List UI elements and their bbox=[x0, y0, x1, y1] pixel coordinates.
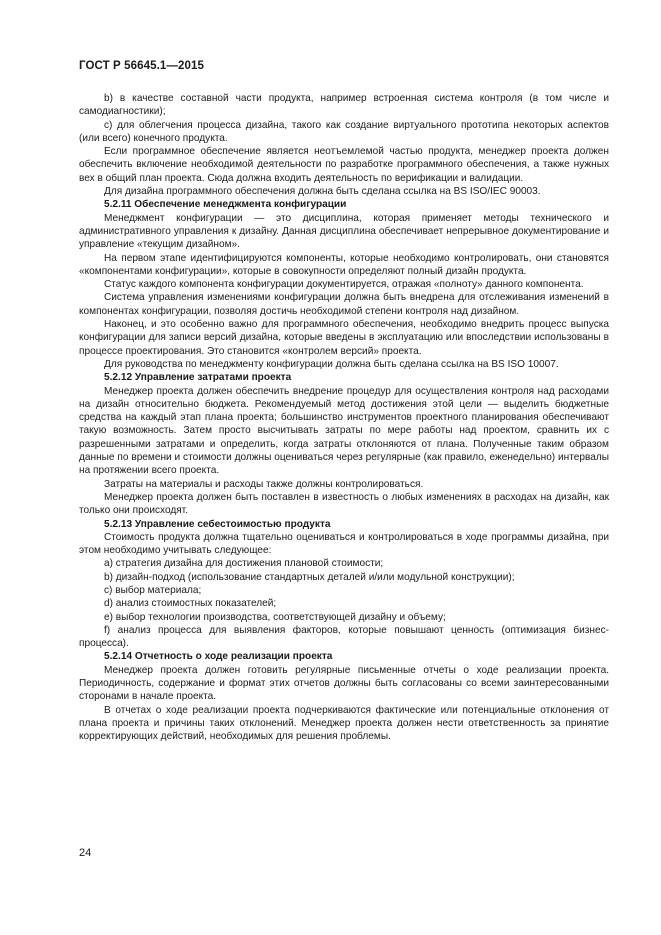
paragraph: Статус каждого компонента конфигурации документируется, отражая «полноту» данного компонента. bbox=[104, 279, 584, 291]
paragraph: Наконец, и это особенно важно для программного обеспечения, необходимо внедрить процесс выпуска конфигурации для записи версий дизайна, которые введены в эксплуатацию или впоследствии использованы в процессе проектирования. Это становится «контролем версий» проекта. bbox=[79, 319, 609, 357]
paragraph: Менеджмент конфигурации — это дисциплина, которая применяет методы технического и административного управления к дизайну. Данная дисциплина обеспечивает непрерывное документирование и управление «текущим дизайном». bbox=[79, 212, 609, 251]
paragraph: На первом этапе идентифицируются компоненты, которые необходимо контролировать, они становятся «компонентами конфигурации», которые в совокупности определяют полный дизайн продукта. bbox=[79, 252, 609, 277]
section-heading-5-2-14: 5.2.14 Отчетность о ходе реализации проекта bbox=[104, 651, 333, 663]
paragraph: Стоимость продукта должна тщательно оцениваться и контролироваться в ходе программы дизайна, при этом необходимо учитывать следующее: bbox=[79, 531, 609, 557]
paragraph: Менеджер проекта должен обеспечить внедрение процедур для осуществления контроля над расходами на дизайн относительно бюджета. Рекомендуемый метод достижения этой цели — выделить бюджетные средства на каждый этап плана проекта; большинство инструментов проектного планирования обеспечивают такую возможность. Затем просто высчитывать затраты по мере работы над проектом, сравнить их с разрешенными затратами и определить, когда затраты отклоняются от плана. Полученные таким образом данные по времени и стоимости должны оцениваться через регулярные (как правило, еженедельно) интервалы на протяжении всего проекта. bbox=[79, 385, 609, 477]
paragraph: с) для облегчения процесса дизайна, такого как создание виртуального прототипа некоторых аспектов (или всего) конечного продукта. bbox=[79, 119, 609, 144]
paragraph: Для руководства по менеджменту конфигурации должна быть сделана ссылка на BS ISO 10007. bbox=[104, 358, 559, 370]
paragraph: Менеджер проекта должен готовить регулярные письменные отчеты о ходе реализации проекта. Периодичность, содержание и формат этих отчетов должны быть согласованы со всеми заинтересованными сторонами в начале проекта. bbox=[79, 664, 609, 703]
page-number: 24 bbox=[79, 847, 92, 859]
paragraph: Затраты на материалы и расходы также должны контролироваться. bbox=[104, 478, 424, 490]
paragraph: b) в качестве составной части продукта, например встроенная система контроля (в том числе и самодиагностики); bbox=[79, 93, 609, 118]
list-item: e) выбор технологии производства, соответствующей дизайну и объему; bbox=[104, 611, 446, 623]
list-item: b) дизайн-подход (использование стандартных деталей и/или модульной конструкции); bbox=[104, 571, 515, 583]
paragraph: Для дизайна программного обеспечения должна быть сделана ссылка на BS ISO/IEC 90003. bbox=[104, 186, 541, 198]
list-item: f) анализ процесса для выявления факторов, которые повышают ценность (оптимизация бизнес-процесса). bbox=[79, 624, 609, 650]
document-header: ГОСТ Р 56645.1—2015 bbox=[79, 60, 204, 72]
section-heading-5-2-12: 5.2.12 Управление затратами проекта bbox=[104, 372, 292, 384]
paragraph: Система управления изменениями конфигурации должна быть внедрена для отслеживания изменений в компонентах конфигурации, позволяя достичь необходимой степени контроля над дизайном. bbox=[79, 292, 609, 317]
paragraph: Если программное обеспечение является неотъемлемой частью продукта, менеджер проекта должен обеспечить включение необходимой деятельности по разработке программного обеспечения, а также нужных вех в общий план проекта. Сюда должна входить деятельность по верификации и валидации. bbox=[79, 146, 609, 184]
section-heading-5-2-11: 5.2.11 Обеспечение менеджмента конфигурации bbox=[104, 199, 347, 211]
paragraph: Менеджер проекта должен быть поставлен в известность о любых изменениях в расходах на дизайн, как только они происходят. bbox=[79, 491, 609, 517]
paragraph: В отчетах о ходе реализации проекта подчеркиваются фактические или потенциальные отклонения от плана проекта и причины таких отклонений. Менеджер проекта должен нести ответственность за принятие корректирующих действий, необходимых для решения проблемы. bbox=[79, 704, 609, 743]
page-body bbox=[79, 92, 609, 744]
list-item: d) анализ стоимостных показателей; bbox=[104, 598, 277, 610]
section-heading-5-2-13: 5.2.13 Управление себестоимостью продукта bbox=[104, 518, 331, 530]
list-item: c) выбор материала; bbox=[104, 584, 202, 596]
list-item: a) стратегия дизайна для достижения плановой стоимости; bbox=[104, 558, 384, 570]
